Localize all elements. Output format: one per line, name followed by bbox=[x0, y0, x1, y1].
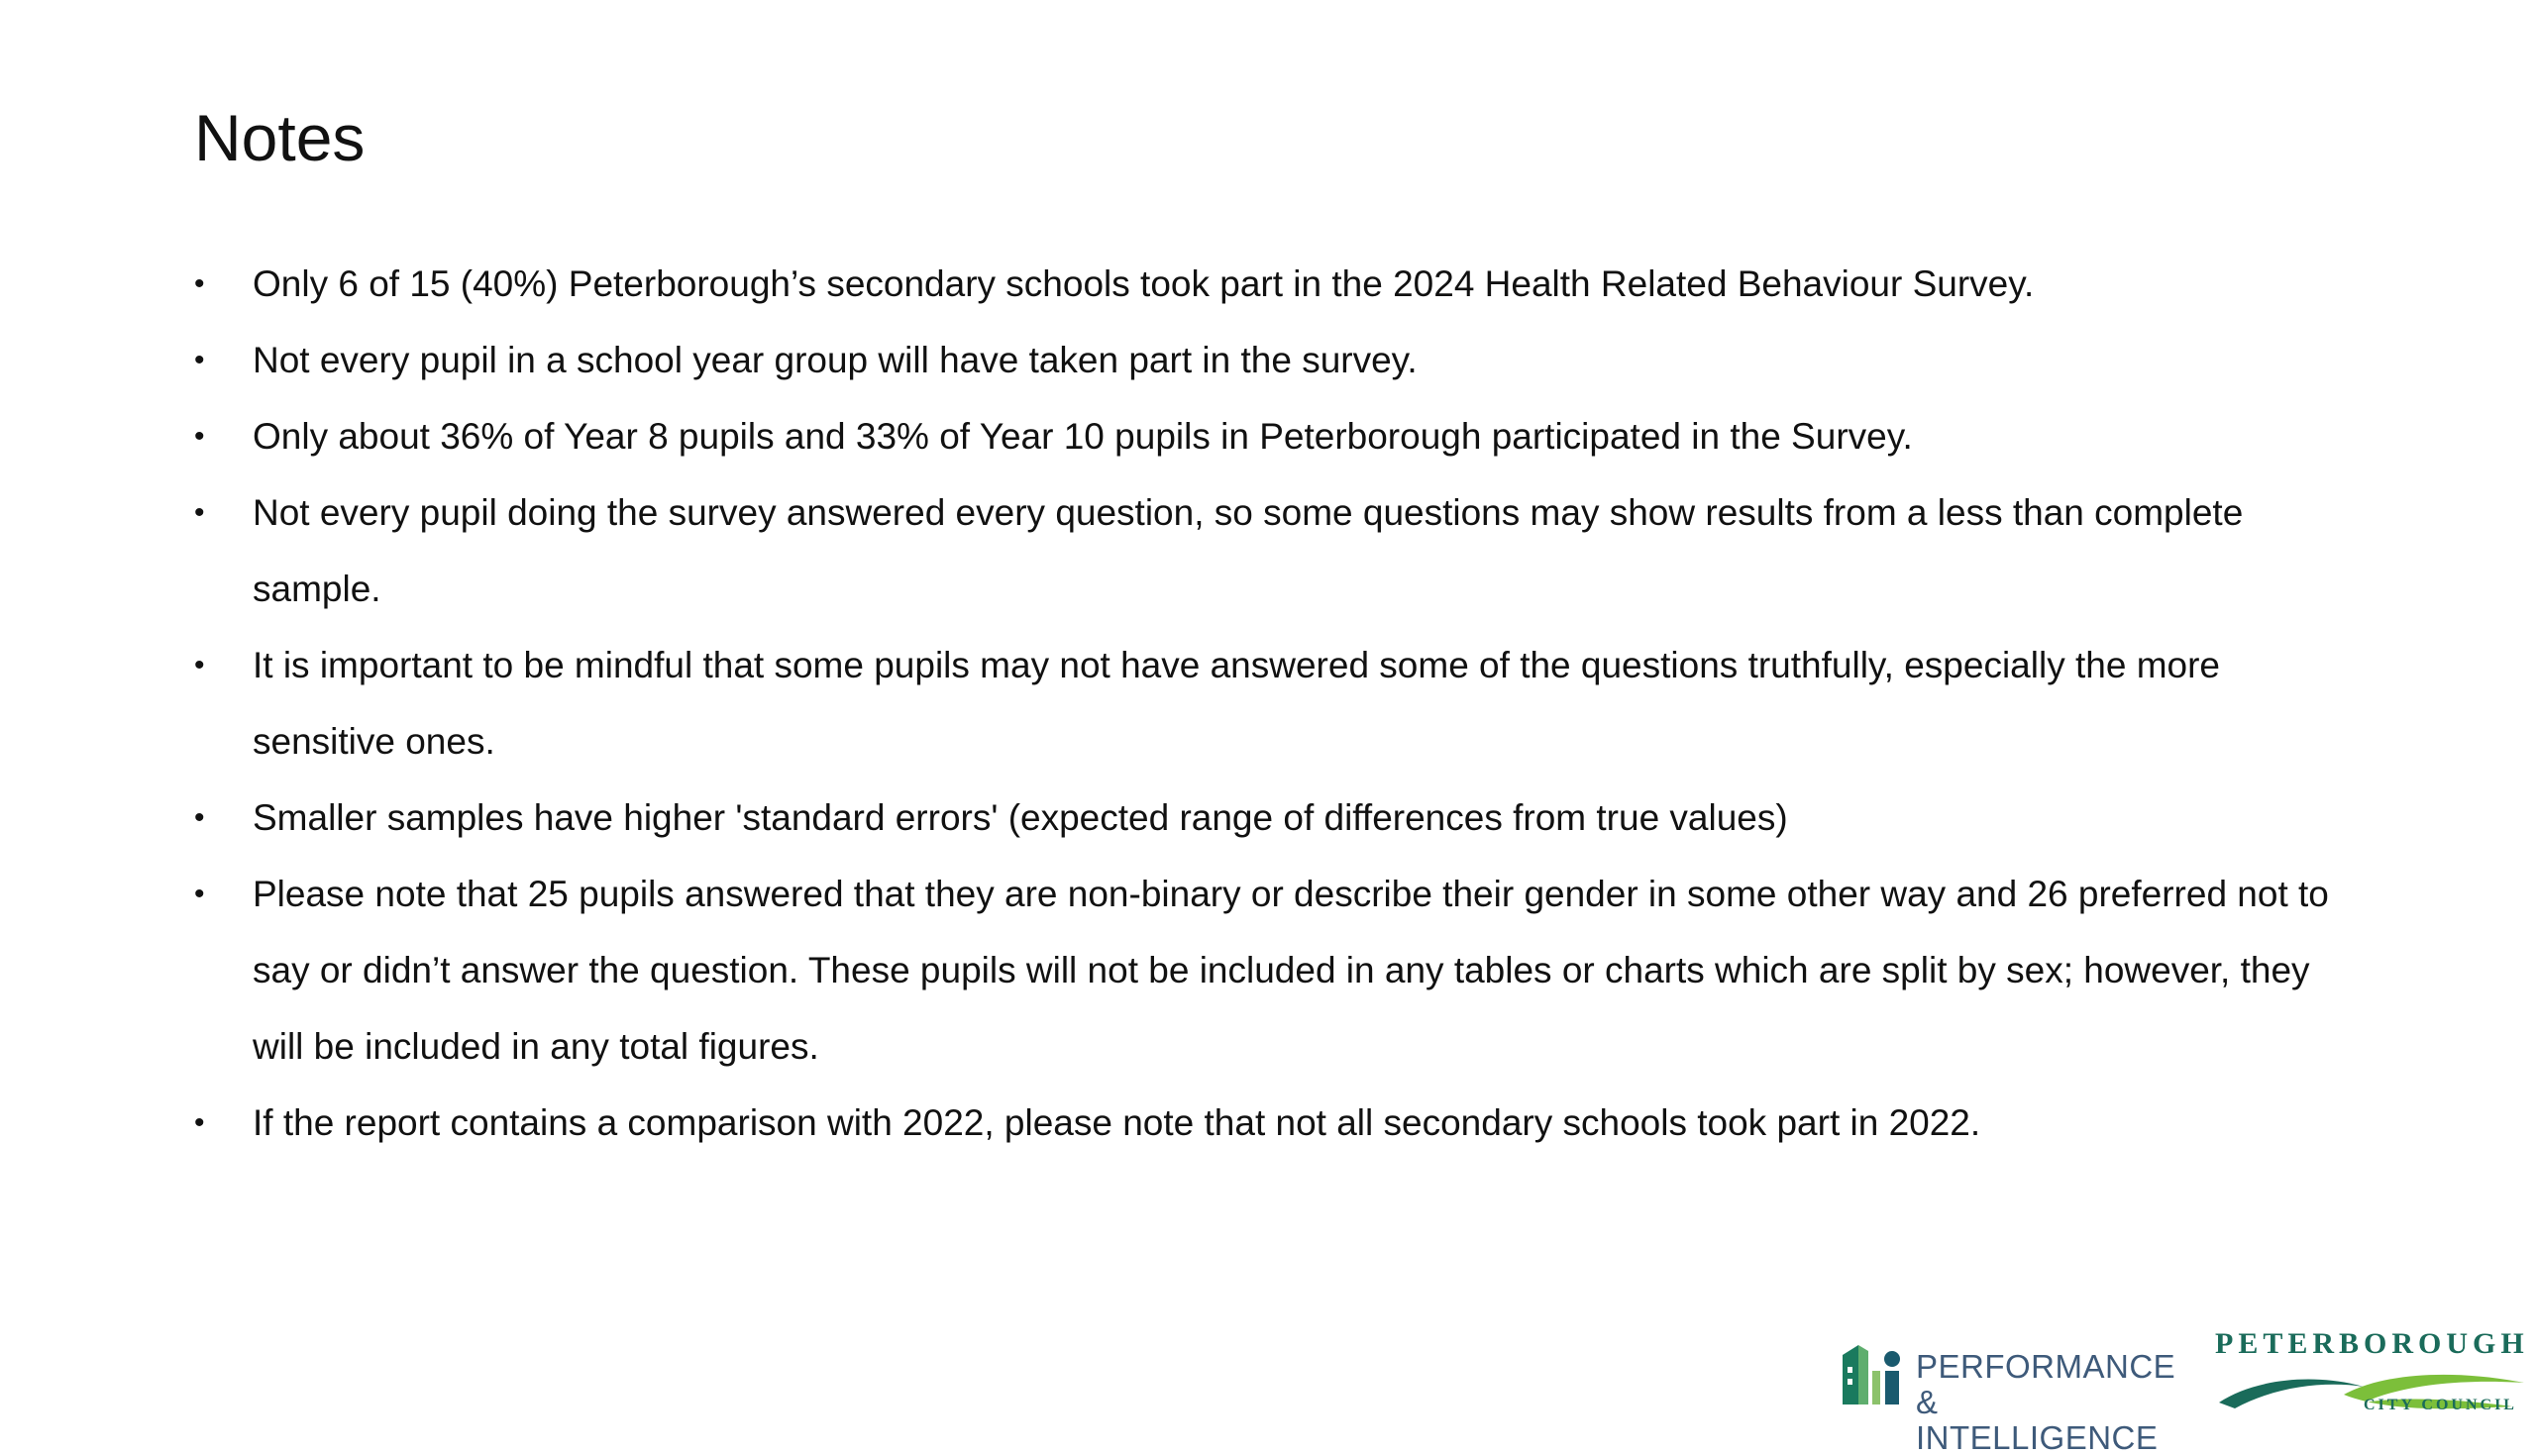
pi-logo-text bbox=[1916, 1349, 2195, 1456]
notes-list bbox=[194, 246, 2364, 1161]
bullet-icon: • bbox=[194, 496, 205, 529]
list-item bbox=[194, 246, 2364, 322]
council-logo-sub: CITY COUNCIL bbox=[2364, 1397, 2517, 1413]
performance-intelligence-logo bbox=[1839, 1337, 2195, 1456]
council-logo-name: PETERBOROUGH bbox=[2215, 1327, 2529, 1360]
page-title: Notes bbox=[194, 101, 366, 174]
list-item bbox=[194, 398, 2364, 474]
bullet-icon: • bbox=[194, 267, 205, 300]
footer-logos bbox=[1839, 1325, 2532, 1456]
list-item bbox=[194, 474, 2364, 627]
bullet-icon: • bbox=[194, 649, 205, 681]
note-text: Please note that 25 pupils answered that they are non-binary or describe their gender in some other way and 26 preferred not to say or didn’t answer the question. These pupils will not be included in any tables or charts which are split by sex; however, they will be included in any total figures. bbox=[253, 874, 2329, 1067]
list-item bbox=[194, 780, 2364, 856]
bullet-icon: • bbox=[194, 801, 205, 834]
list-item bbox=[194, 1085, 2364, 1161]
note-text: It is important to be mindful that some pupils may not have answered some of the questions truthfully, especially the more sensitive ones. bbox=[253, 645, 2220, 762]
note-text: Not every pupil doing the survey answered every question, so some questions may show results from a less than complete sample. bbox=[253, 492, 2244, 609]
note-text: Not every pupil in a school year group will have taken part in the survey. bbox=[253, 340, 1418, 380]
note-text: Only about 36% of Year 8 pupils and 33% of Year 10 pupils in Peterborough participated in the Survey. bbox=[253, 416, 1913, 457]
list-item bbox=[194, 322, 2364, 398]
note-text: Smaller samples have higher 'standard errors' (expected range of differences from true values) bbox=[253, 797, 1788, 838]
pi-logo-line1: PERFORMANCE & bbox=[1916, 1348, 2176, 1420]
bullet-icon: • bbox=[194, 1106, 205, 1139]
peterborough-council-logo bbox=[2215, 1325, 2528, 1424]
note-text: Only 6 of 15 (40%) Peterborough’s secondary schools took part in the 2024 Health Related Behaviour Survey. bbox=[253, 263, 2035, 304]
building-bars-icon bbox=[1839, 1337, 1902, 1412]
list-item bbox=[194, 856, 2364, 1085]
bullet-icon: • bbox=[194, 420, 205, 453]
bullet-icon: • bbox=[194, 878, 205, 910]
list-item bbox=[194, 627, 2364, 780]
pi-logo-line2: INTELLIGENCE bbox=[1916, 1419, 2159, 1456]
bullet-icon: • bbox=[194, 344, 205, 376]
note-text: If the report contains a comparison with 2022, please note that not all secondary schools took part in 2022. bbox=[253, 1102, 1981, 1143]
